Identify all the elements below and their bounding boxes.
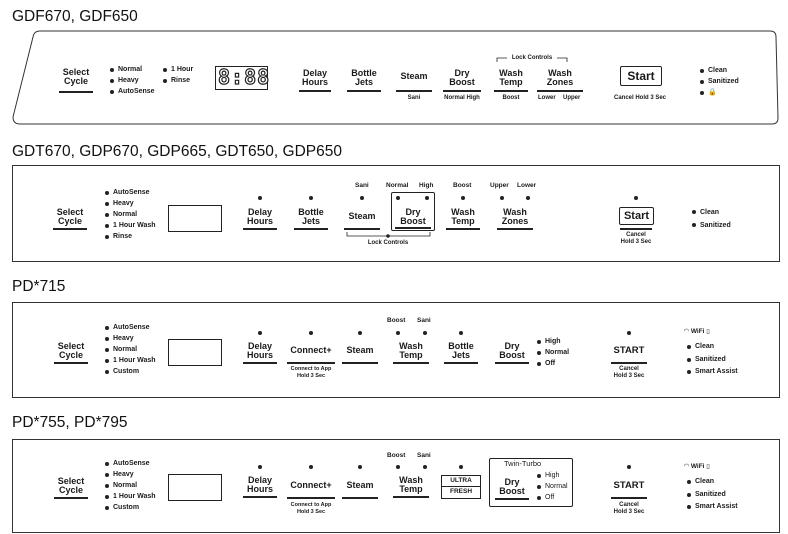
model-title-2: GDT670, GDP670, GDP665, GDT650, GDP650 (12, 143, 342, 160)
delay-hours-led-4 (258, 465, 262, 469)
select-cycle-underline-3 (54, 362, 88, 364)
dry-off-3: Off (537, 358, 569, 369)
status-sanitized-3: Sanitized (687, 354, 738, 367)
status-smart-assist-4: Smart Assist (687, 501, 738, 514)
dry-level-list-4 (537, 470, 568, 503)
lock-icon: 🔒 (700, 87, 739, 98)
dry-high-3: High (537, 336, 569, 347)
cycle-heavy-2: Heavy (105, 198, 156, 209)
wash-temp-sani-led-3 (423, 331, 427, 335)
wash-zones-button-1[interactable]: Wash Zones (546, 68, 574, 87)
dry-boost-button-4[interactable]: Dry Boost (499, 477, 525, 496)
delay-hours-button-3[interactable]: Delay Hours (246, 341, 273, 360)
cycle-rinse-1: Rinse (163, 75, 193, 86)
cycle-autosense-1: AutoSense (110, 86, 155, 97)
bottle-jets-button-1[interactable]: Bottle Jets (351, 68, 377, 87)
connect-button-3[interactable]: Connect+ (290, 345, 332, 355)
dry-high-4: High (537, 470, 568, 481)
dry-normal-3: Normal (537, 347, 569, 358)
wash-temp-sani-label-3: Sani (417, 317, 431, 324)
wash-temp-boost-led-3 (396, 331, 400, 335)
wash-temp-boost-label-2: Boost (453, 182, 472, 189)
status-clean-1: Clean (700, 65, 739, 76)
steam-button-1[interactable]: Steam (400, 71, 428, 81)
cycle-1hour-4: 1 Hour Wash (105, 491, 156, 502)
connect-app-label-3: Connect to App Hold 3 Sec (290, 366, 332, 379)
steam-led-4 (358, 465, 362, 469)
select-cycle-button-4[interactable]: Select Cycle (57, 476, 85, 495)
steam-button-3[interactable]: Steam (346, 345, 374, 355)
status-smart-assist-3: Smart Assist (687, 366, 738, 379)
wifi-icon: ◠ (684, 328, 689, 335)
start-led-4 (627, 465, 631, 469)
start-led-2 (634, 196, 638, 200)
wash-temp-boost-led-4 (396, 465, 400, 469)
bottle-jets-button-3[interactable]: Bottle Jets (448, 341, 474, 360)
steam-button-2[interactable]: Steam (348, 211, 376, 221)
wash-temp-boost-label-3: Boost (387, 317, 406, 324)
bottle-jets-led-3 (459, 331, 463, 335)
connect-underline-4 (287, 497, 335, 499)
steam-underline-4 (342, 497, 378, 499)
wash-zones-upper-label-1: Upper (563, 95, 581, 101)
start-button-2[interactable]: Start (619, 207, 654, 225)
display-3 (168, 339, 222, 366)
dry-boost-button-3[interactable]: Dry Boost (499, 341, 525, 360)
status-list-2 (692, 206, 731, 232)
model-title-1: GDF670, GDF650 (12, 8, 138, 25)
wash-temp-button-1[interactable]: Wash Temp (499, 68, 523, 87)
time-display-1: 8:88 (215, 66, 268, 90)
select-cycle-button-1[interactable]: Select Cycle (62, 67, 90, 86)
status-clean-3: Clean (687, 341, 738, 354)
cycle-heavy-1: Heavy (110, 75, 155, 86)
twin-turbo-label-4: Twin-Turbo (504, 459, 542, 468)
cycle-normal-3: Normal (105, 344, 156, 355)
start-underline-3 (611, 362, 647, 364)
cycle-heavy-4: Heavy (105, 469, 156, 480)
wash-zones-lower-label-2: Lower (517, 182, 537, 189)
bottle-jets-underline-3 (444, 362, 478, 364)
wash-zones-lower-led-2 (526, 196, 530, 200)
wash-temp-underline-3 (393, 362, 429, 364)
wash-temp-underline-4 (393, 496, 429, 498)
start-cancel-label-2: Cancel Hold 3 Sec (620, 232, 652, 245)
connect-app-label-4: Connect to App Hold 3 Sec (290, 502, 332, 515)
delay-hours-button-2[interactable]: Delay Hours (246, 207, 273, 226)
wash-zones-upper-led-2 (500, 196, 504, 200)
steam-sani-label-1: Sani (407, 95, 421, 101)
connect-led-4 (309, 465, 313, 469)
cycle-custom-3: Custom (105, 366, 156, 377)
dry-boost-levels-1: Normal High (444, 95, 480, 101)
start-button-4[interactable]: START (613, 480, 645, 491)
steam-led-3 (358, 331, 362, 335)
status-list-3 (687, 341, 738, 379)
ultra-fresh-led-4 (459, 465, 463, 469)
dry-boost-underline-3 (495, 362, 529, 364)
cycle-rinse-2: Rinse (105, 231, 156, 242)
select-cycle-button-2[interactable]: Select Cycle (56, 207, 84, 226)
dry-off-4: Off (537, 492, 568, 503)
start-underline-4 (611, 497, 647, 499)
wash-temp-underline-2 (446, 228, 480, 230)
cycle-autosense-2: AutoSense (105, 187, 156, 198)
delay-hours-button-1[interactable]: Delay Hours (301, 68, 328, 87)
delay-hours-underline-3 (243, 362, 277, 364)
dry-level-list-3 (537, 336, 569, 369)
lock-controls-bracket-2 (0, 0, 788, 260)
dry-boost-underline-4 (495, 498, 529, 500)
steam-sani-label-2: Sani (355, 182, 369, 189)
model-title-3: PD*715 (12, 278, 66, 295)
start-button-1[interactable]: Start (620, 66, 662, 86)
cycle-autosense-3: AutoSense (105, 322, 156, 333)
lock-controls-label-1: Lock Controls (507, 55, 557, 62)
wash-temp-sani-label-4: Sani (417, 452, 431, 459)
select-cycle-underline-4 (54, 497, 88, 499)
connect-led-3 (309, 331, 313, 335)
wash-zones-button-2[interactable]: Wash Zones (501, 207, 529, 226)
ultra-fresh-button-4[interactable]: ULTRA FRESH (441, 475, 481, 499)
cycle-normal-1: Normal (110, 64, 155, 75)
display-4 (168, 474, 222, 501)
start-cancel-label-3: Cancel Hold 3 Sec (613, 366, 645, 379)
cycle-1hour-3: 1 Hour Wash (105, 355, 156, 366)
lock-controls-label-2: Lock Controls (367, 240, 409, 246)
steam-underline-3 (342, 362, 378, 364)
cycle-normal-2: Normal (105, 209, 156, 220)
cycle-autosense-4: AutoSense (105, 458, 156, 469)
status-sanitized-2: Sanitized (692, 219, 731, 232)
wash-zones-upper-label-2: Upper (490, 182, 509, 189)
status-clean-2: Clean (692, 206, 731, 219)
wash-zones-lower-label-1: Lower (538, 95, 556, 101)
dry-normal-4: Normal (537, 481, 568, 492)
start-cancel-label-4: Cancel Hold 3 Sec (613, 502, 645, 515)
start-cancel-label-1: Cancel Hold 3 Sec (613, 95, 667, 101)
wash-temp-boost-label-1: Boost (502, 95, 520, 101)
wash-temp-boost-label-4: Boost (387, 452, 406, 459)
wifi-indicator-3: ◠ WiFi ▯ (684, 328, 710, 335)
dry-boost-normal-label-2: Normal (386, 182, 409, 189)
delay-hours-button-4[interactable]: Delay Hours (246, 475, 273, 494)
wifi-indicator-4: ◠ WiFi ▯ (684, 463, 710, 470)
wash-temp-button-2[interactable]: Wash Temp (451, 207, 475, 226)
cycle-1hour-2: 1 Hour Wash (105, 220, 156, 231)
cycle-normal-4: Normal (105, 480, 156, 491)
dry-boost-high-label-2: High (419, 182, 434, 189)
model-title-4: PD*755, PD*795 (12, 414, 128, 431)
wash-temp-sani-led-4 (423, 465, 427, 469)
cycle-1hour-1: 1 Hour (163, 64, 193, 75)
cycle-custom-4: Custom (105, 502, 156, 513)
start-led-3 (627, 331, 631, 335)
wifi-icon: ◠ (684, 463, 689, 470)
status-sanitized-4: Sanitized (687, 489, 738, 502)
phone-icon: ▯ (706, 328, 710, 335)
status-list-4 (687, 476, 738, 514)
status-sanitized-1: Sanitized (700, 76, 739, 87)
cycle-heavy-3: Heavy (105, 333, 156, 344)
start-underline-2 (620, 228, 652, 230)
delay-hours-underline-4 (243, 496, 277, 498)
steam-button-4[interactable]: Steam (346, 480, 374, 490)
cycle-list-4 (105, 458, 156, 513)
select-cycle-button-3[interactable]: Select Cycle (57, 341, 85, 360)
wash-temp-led-2 (461, 196, 465, 200)
bottle-jets-button-2[interactable]: Bottle Jets (298, 207, 324, 226)
dry-boost-button-2[interactable]: Dry Boost (400, 207, 426, 226)
wash-zones-underline-2 (497, 228, 533, 230)
connect-underline-3 (287, 362, 335, 364)
wash-temp-button-3[interactable]: Wash Temp (399, 341, 423, 360)
phone-icon: ▯ (706, 463, 710, 470)
status-clean-4: Clean (687, 476, 738, 489)
dry-boost-button-1[interactable]: Dry Boost (449, 68, 475, 87)
delay-hours-led-3 (258, 331, 262, 335)
connect-button-4[interactable]: Connect+ (290, 480, 332, 490)
start-button-3[interactable]: START (613, 345, 645, 356)
wash-temp-button-4[interactable]: Wash Temp (399, 475, 423, 494)
cycle-list-3 (105, 322, 156, 377)
